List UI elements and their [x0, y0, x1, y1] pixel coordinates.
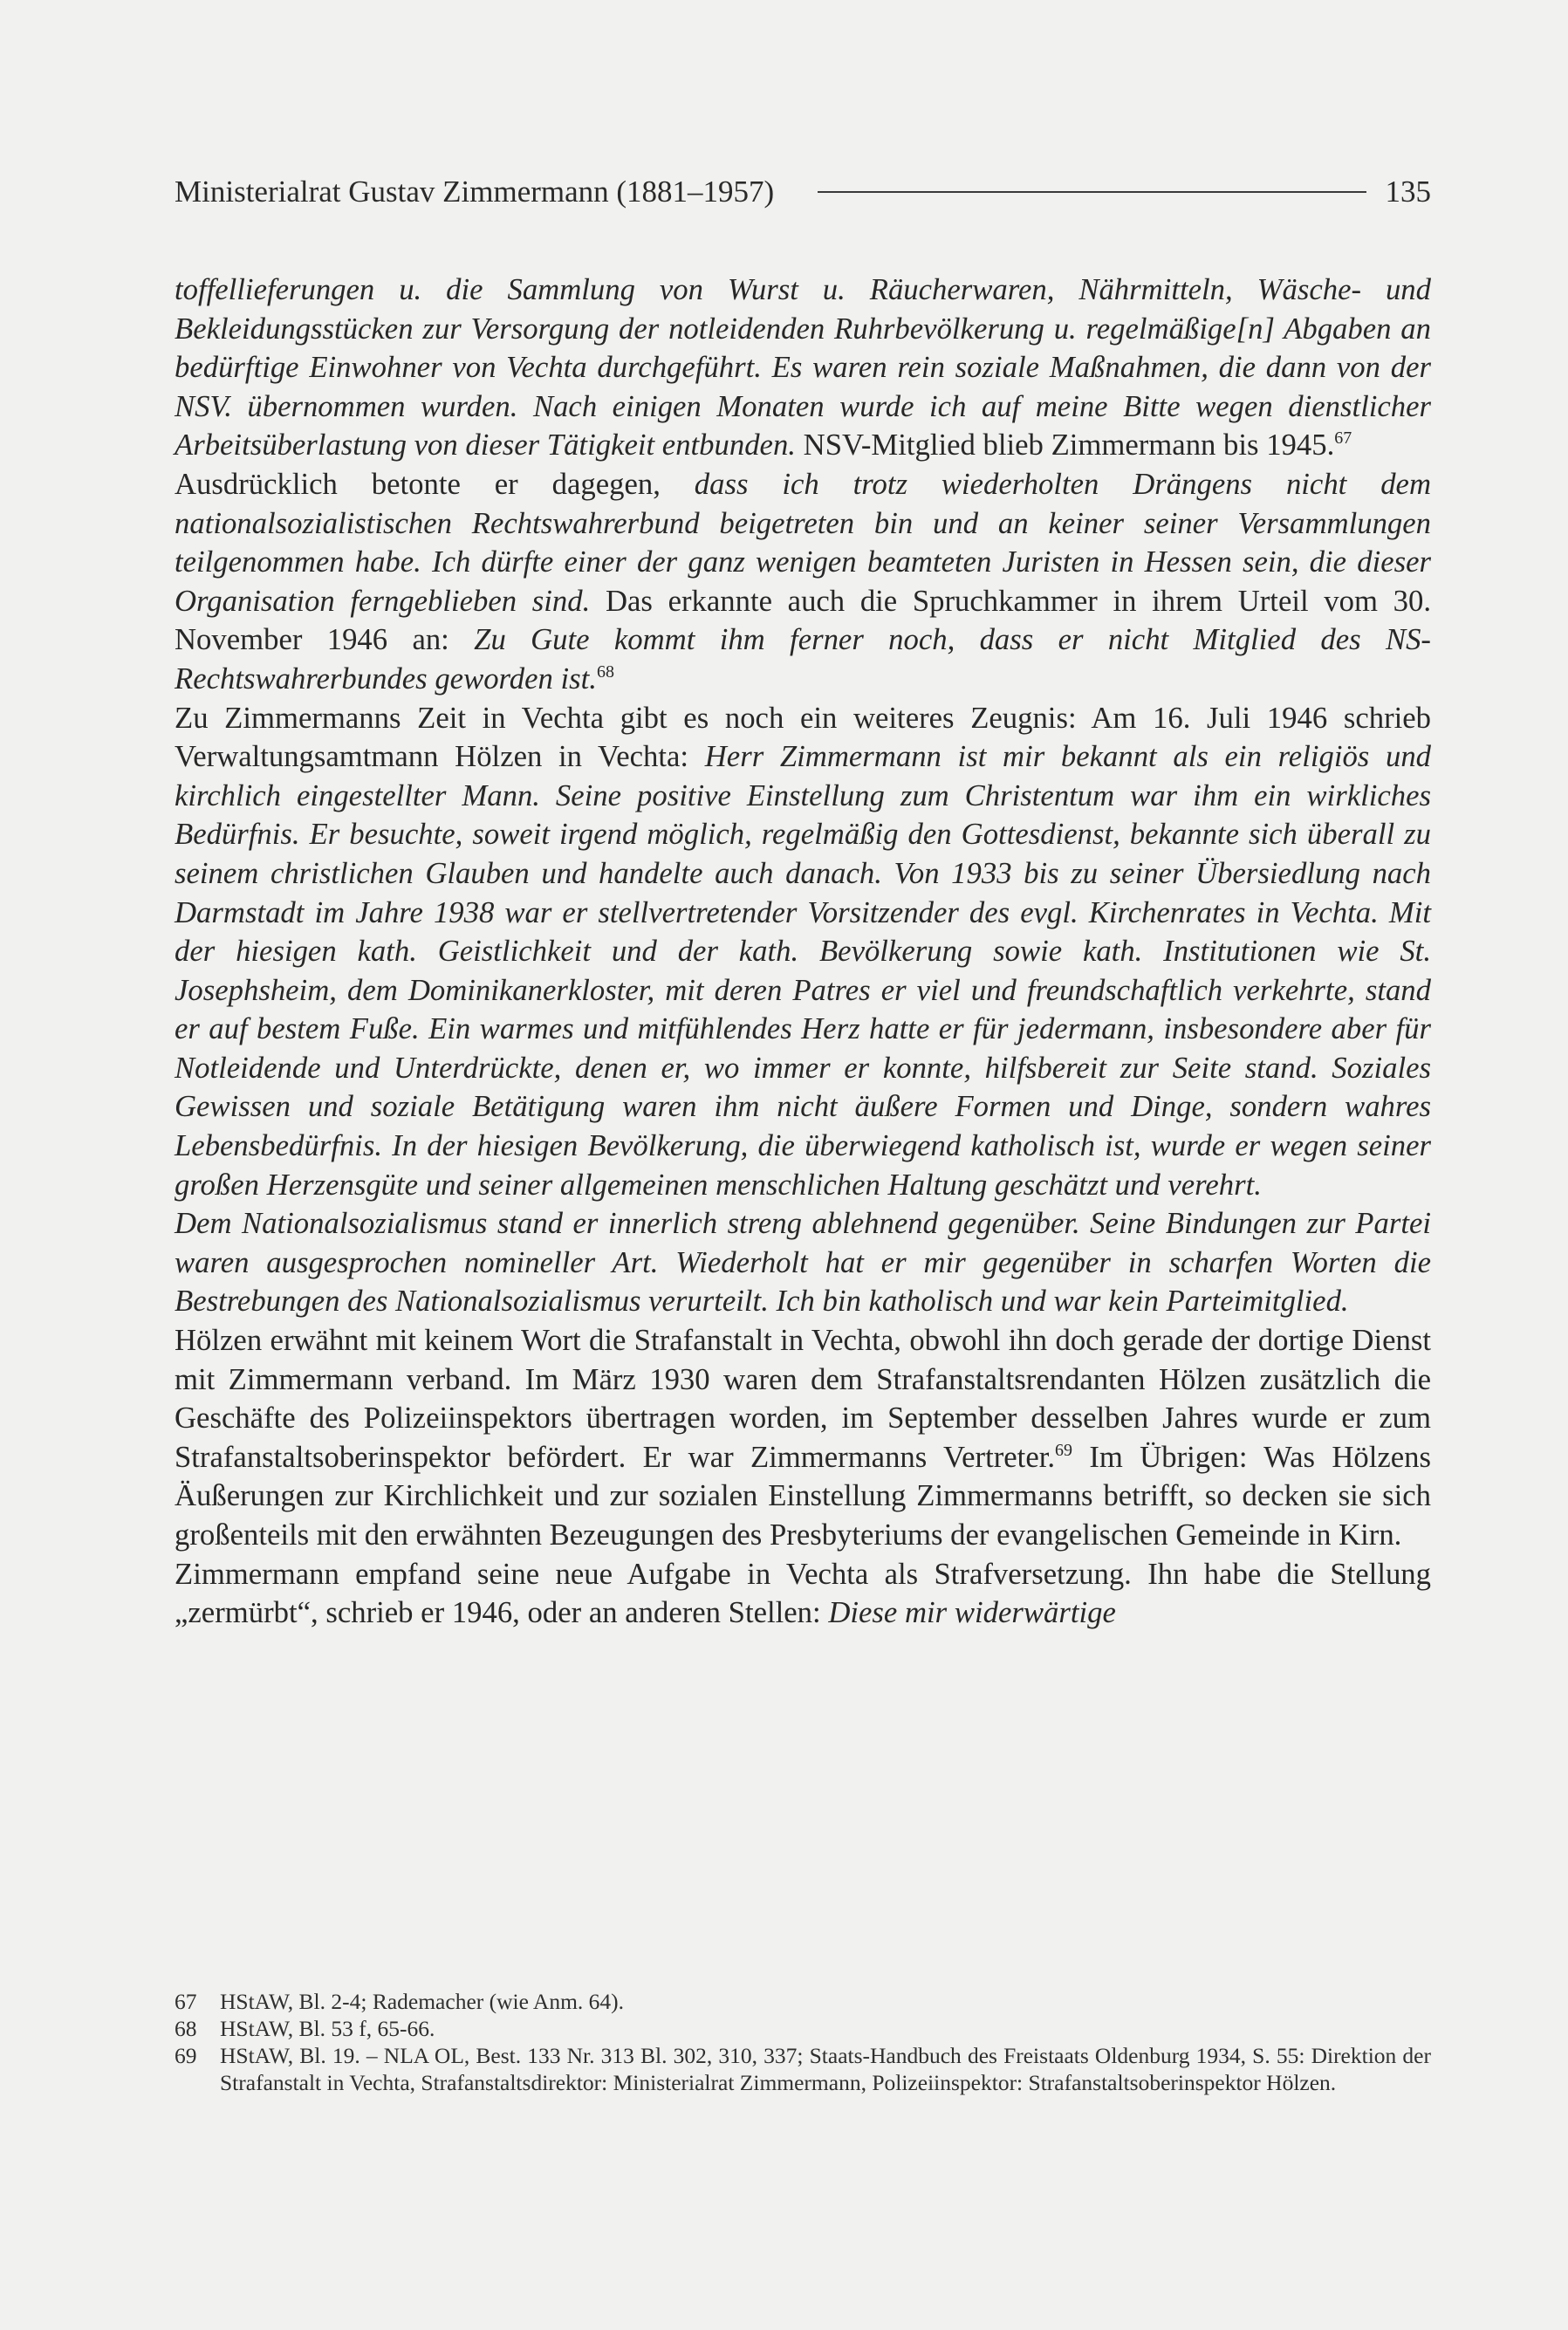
footnote-number: 67 — [175, 1989, 197, 2014]
footnote-number: 68 — [175, 2016, 197, 2041]
header-rule — [818, 191, 1366, 193]
quote-text: Herr Zimmermann ist mir bekannt als ein religiös und kirchlich eingestellter Mann. Seine positive Einstellung zum Christentum war ihm ein wirkliches Bedürfnis. Er besuchte, soweit irgend möglich, regelmäßig den Gottesdienst, bekannte sich überall zu seinem christlichen Glauben und handelte auch danach. Von 1933 bis zu seiner Übersiedlung nach Darmstadt im Jahre 1938 war er stellvertretender Vorsitzender des evgl. Kirchenrates in Vechta. Mit der hiesigen kath. Geistlichkeit und der kath. Bevölkerung sowie kath. Institutionen wie St. Josephsheim, dem Dominikanerkloster, mit deren Patres er viel und freundschaftlich verkehrte, stand er auf bestem Fuße. Ein warmes und mitfühlendes Herz hatte er für jedermann, insbesondere aber für Notleidende und Unterdrückte, denen er, wo immer er konnte, hilfsbereit zur Seite stand. Soziales Gewissen und soziale Betätigung waren ihm nicht äußere Formen und Dinge, sondern wahres Lebensbedürfnis. In der hiesigen Bevölkerung, die überwiegend katholisch ist, wurde er wegen seiner großen Herzensgüte und seiner allgemeinen menschlichen Haltung geschätzt und verehrt. — [175, 739, 1432, 1202]
body-text-segment: Zimmermann empfand seine neue Aufgabe in Vechta als Strafversetzung. Ihn habe die Stellung „zermürbt“, schrieb er 1946, oder an anderen Stellen: — [175, 1556, 1431, 1630]
body-text-segment: Das erkannte auch die Spruchkammer in ihrem Urteil vom 30. November 1946 an: — [175, 583, 1431, 657]
body-text-segment: Zu Zimmermanns Zeit in Vechta gibt es noch ein weiteres Zeugnis: Am 16. Juli 1946 schrieb Verwaltungsamtmann Hölzen in Vechta: — [175, 700, 1431, 774]
quote-text: dass ich trotz wiederholten Drängens nicht dem nationalsozialistischen Rechtswahrerbund beigetreten bin und an keiner seiner Versammlungen teilgenommen habe. Ich dürfte einer der ganz wenigen beamteten Juristen in Hessen sein, die dieser Organisation ferngeblieben sind. — [175, 466, 1431, 618]
body-text-segment: Im Übrigen: Was Hölzens Äußerungen zur Kirchlichkeit und zur sozialen Einstellung Zimmermanns betrifft, so decken sie sich großenteils mit den erwähnten Bezeugungen des Presbyteriums der evangelischen Gemeinde in Kirn. — [175, 1439, 1431, 1552]
footnote-ref-67[interactable]: 67 — [1334, 428, 1352, 449]
footnote-ref-68[interactable]: 68 — [596, 661, 614, 682]
quote-text: toffellieferungen u. die Sammlung von Wurst u. Räucherwaren, Nährmitteln, Wäsche- und Bekleidungsstücken zur Versorgung der notleidenden Ruhrbevölkerung u. regelmäßige[n] Abgaben an bedürftige Einwohner von Vechta durchgeführt. Es waren rein soziale Maßnahmen, die dann von der NSV. übernommen wurden. Nach einigen Monaten wurde ich auf meine Bitte wegen dienstlicher Arbeitsüberlastung von dieser Tätigkeit entbunden. — [175, 272, 1431, 463]
footnote-number: 69 — [175, 2043, 197, 2068]
footnote-69 — [175, 2042, 1431, 2096]
quote-text: Zu Gute kommt ihm ferner noch, dass er nicht Mitglied des NS-Rechtswahrerbundes geworden ist. — [175, 622, 1431, 696]
footnotes — [175, 1988, 1431, 2096]
main-text — [175, 271, 1431, 1633]
quote-text: Dem Nationalsozialismus stand er innerlich streng ablehnend gegenüber. Seine Bindungen zur Partei waren ausgesprochen nomineller Art. Wiederholt hat er mir gegenüber in scharfen Worten die Bestrebungen des Nationalsozialismus verurteilt. Ich bin katholisch und war kein Parteimitglied. — [175, 1206, 1431, 1319]
paragraph-3 — [175, 699, 1431, 1205]
body-text-segment: NSV-Mitglied blieb Zimmermann bis 1945. — [795, 428, 1335, 463]
body-text-segment: Hölzen erwähnt mit keinem Wort die Strafanstalt in Vechta, obwohl ihn doch gerade der dortige Dienst mit Zimmermann verband. Im März 1930 waren dem Strafanstaltsrendanten Hölzen zusätzlich die Geschäfte des Polizeiinspektors übertragen worden, im September desselben Jahres wurde er zum Strafanstaltsoberinspektor befördert. Er war Zimmermanns Vertreter. — [175, 1323, 1431, 1474]
running-header — [175, 168, 1431, 216]
paragraph-2 — [175, 465, 1431, 699]
footnote-text: HStAW, Bl. 19. – NLA OL, Best. 133 Nr. 313 Bl. 302, 310, 337; Staats-Handbuch des Freistaats Oldenburg 1934, S. 55: Direktion der Strafanstalt in Vechta, Strafanstaltsdirektor: Ministerialrat Zimmermann, Polizeiinspektor: Strafanstaltsoberinspektor Hölzen. — [220, 2043, 1431, 2095]
footnote-text: HStAW, Bl. 2-4; Rademacher (wie Anm. 64). — [220, 1989, 625, 2014]
quote-text: Diese mir widerwärtige — [828, 1595, 1116, 1630]
footnote-68 — [175, 2015, 1431, 2042]
footnote-text: HStAW, Bl. 53 f, 65-66. — [220, 2016, 435, 2041]
body-text-segment: Ausdrücklich betonte er dagegen, — [175, 466, 695, 501]
paragraph-5 — [175, 1321, 1431, 1555]
footnote-ref-69[interactable]: 69 — [1055, 1440, 1073, 1460]
page-number: 135 — [1385, 175, 1431, 209]
paragraph-6 — [175, 1555, 1431, 1633]
paragraph-1 — [175, 271, 1431, 465]
running-title: Ministerialrat Gustav Zimmermann (1881–1957) — [175, 175, 775, 209]
footnote-67 — [175, 1988, 1431, 2015]
paragraph-4 — [175, 1204, 1431, 1321]
